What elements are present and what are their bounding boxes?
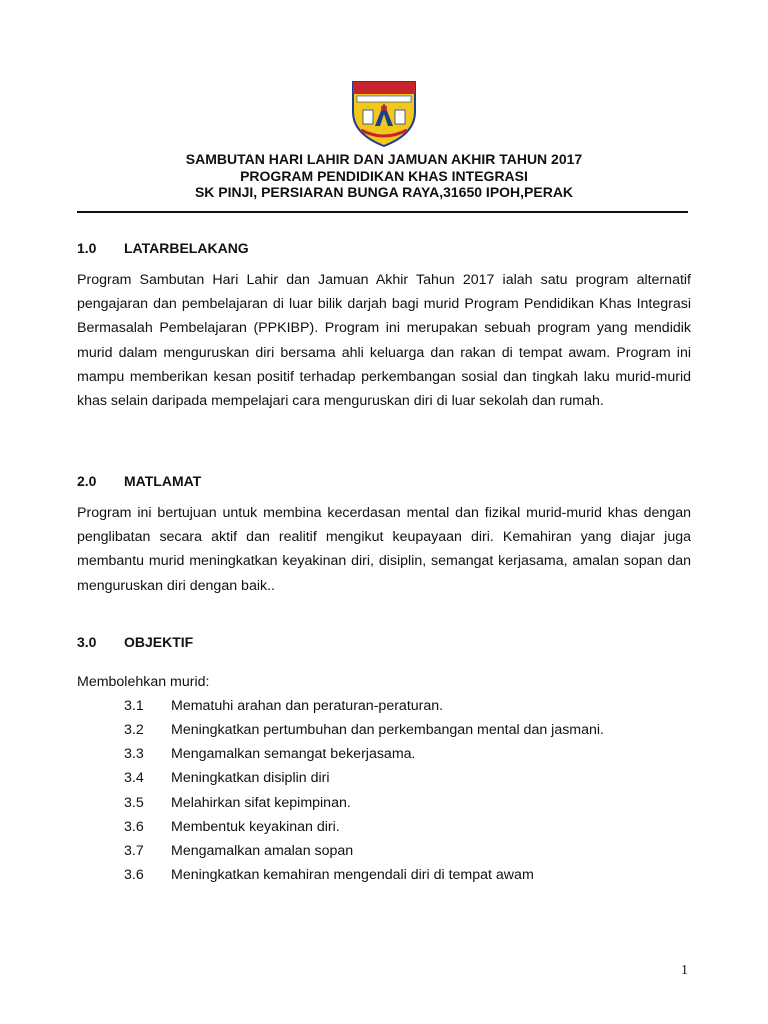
objective-number: 3.5 [124,795,144,811]
objective-number: 3.2 [124,722,144,738]
objective-text: Melahirkan sifat kepimpinan. [171,795,351,811]
section-number: 3.0 [77,634,97,650]
section-heading-objektif [77,634,193,650]
objective-text: Mengamalkan semangat bekerjasama. [171,746,416,762]
objective-item [124,819,340,835]
objective-item [124,867,534,883]
objective-number: 3.6 [124,867,144,883]
header-address-line: SK PINJI, PERSIARAN BUNGA RAYA,31650 IPOH,PERAK [194,184,574,200]
objective-text: Meningkatkan disiplin diri [171,770,330,786]
header-title-line-1: SAMBUTAN HARI LAHIR DAN JAMUAN AKHIR TAHUN 2017 [185,151,583,167]
section-number: 2.0 [77,473,97,489]
objective-text: Mengamalkan amalan sopan [171,843,354,859]
section-heading-latarbelakang [77,240,249,256]
school-crest-logo [347,76,421,148]
objective-number: 3.1 [124,698,144,714]
section-title: MATLAMAT [124,473,202,489]
matlamat-paragraph: Program ini bertujuan untuk membina kecerdasan mental dan fizikal murid-murid khas dengan penglibatan secara aktif dan realitif mengikut keupayaan diri. Kemahiran yang diajar juga membantu murid meningkatkan keyakinan diri, disiplin, semangat kerjasama, amalan sopan dan menguruskan diri dengan baik.. [77,505,691,594]
objective-item [124,698,443,714]
objektif-intro: Membolehkan murid: [77,674,210,690]
objective-text: Meningkatkan pertumbuhan dan perkembangan mental dan jasmani. [171,722,604,738]
objective-number: 3.7 [124,843,144,859]
objective-number: 3.6 [124,819,144,835]
objective-item [124,843,353,859]
section-heading-matlamat [77,473,201,489]
objective-item [124,795,351,811]
header-divider [77,211,688,213]
objective-number: 3.4 [124,770,144,786]
objective-item [124,746,415,762]
header-title-line-2: PROGRAM PENDIDIKAN KHAS INTEGRASI [240,168,528,184]
section-number: 1.0 [77,240,97,256]
objective-text: Membentuk keyakinan diri. [171,819,340,835]
section-title: OBJEKTIF [124,634,194,650]
section-title: LATARBELAKANG [124,240,249,256]
objective-item [124,770,330,786]
page-number: 1 [681,963,688,978]
latarbelakang-paragraph: Program Sambutan Hari Lahir dan Jamuan Akhir Tahun 2017 ialah satu program alternatif pengajaran dan pembelajaran di luar bilik darjah bagi murid Program Pendidikan Khas Integrasi Bermasalah Pembelajaran (PPKIBP). Program ini merupakan sebuah program yang mendidik murid dalam menguruskan diri bersama ahli keluarga dan rakan di tempat awam. Program ini mampu memberikan kesan positif terhadap perkembangan sosial dan tingkah laku murid-murid khas selain daripada mempelajari cara menguruskan diri di luar sekolah dan rumah. [77,272,691,410]
objective-text: Mematuhi arahan dan peraturan-peraturan. [171,698,444,714]
objective-item [124,722,604,738]
objective-number: 3.3 [124,746,144,762]
objective-text: Meningkatkan kemahiran mengendali diri di tempat awam [171,867,534,883]
